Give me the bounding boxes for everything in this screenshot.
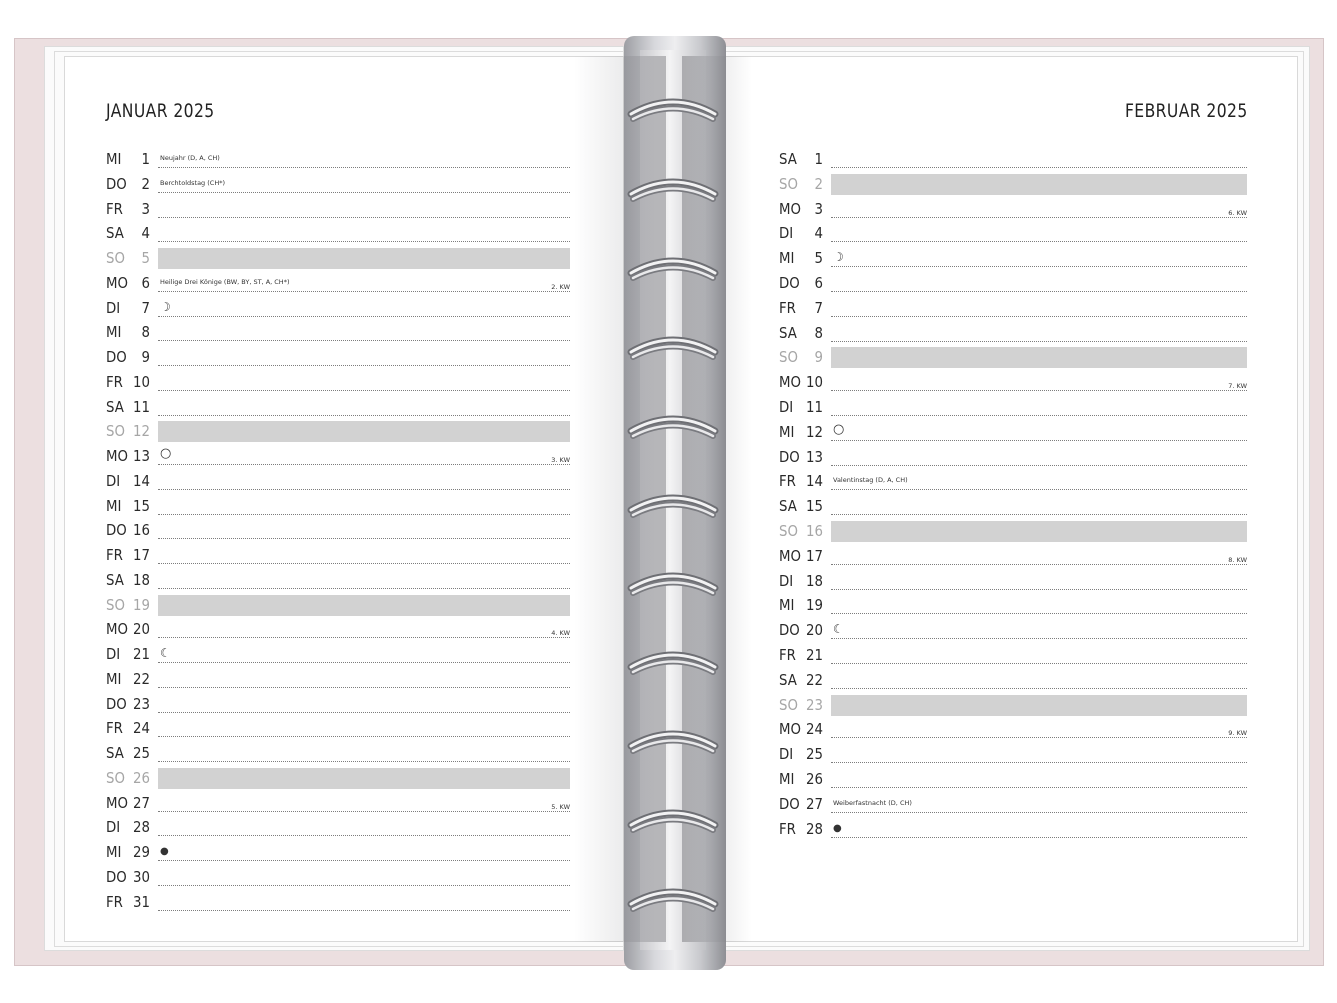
writing-line[interactable]: [831, 217, 1247, 218]
writing-line[interactable]: [831, 613, 1247, 614]
moon-phase-new-icon: ●: [833, 822, 842, 834]
day-row: [106, 398, 570, 423]
calendar-week-label: 6. KW: [1228, 208, 1247, 217]
weekday-label: MI: [106, 150, 122, 168]
writing-line[interactable]: [158, 835, 570, 836]
sunday-band: [831, 174, 1247, 195]
day-number: 29: [133, 843, 150, 861]
day-row: [106, 348, 570, 373]
weekday-label: FR: [106, 372, 123, 391]
weekday-label: MI: [106, 323, 122, 342]
day-number: 12: [133, 422, 150, 441]
spiral-ring: [627, 92, 719, 122]
weekday-label: DO: [779, 794, 800, 813]
weekday-label: FR: [779, 298, 796, 317]
weekday-label: SO: [779, 174, 798, 193]
day-number: 21: [133, 645, 150, 663]
weekday-label: DO: [779, 447, 800, 466]
day-row: [106, 521, 570, 546]
day-number: 17: [133, 546, 150, 564]
moon-phase-last-quarter-icon: ☾: [833, 622, 844, 637]
holiday-note: Heilige Drei Könige (BW, BY, ST, A, CH*): [160, 277, 290, 286]
weekday-label: SO: [779, 522, 798, 540]
day-row: [106, 670, 570, 695]
writing-line[interactable]: [158, 736, 570, 737]
day-row: [779, 224, 1247, 249]
weekday-label: FR: [779, 646, 796, 664]
day-row: [106, 224, 570, 249]
writing-line[interactable]: [158, 811, 570, 812]
day-number: 18: [133, 570, 150, 589]
writing-line[interactable]: [158, 885, 570, 886]
holiday-note: Neujahr (D, A, CH): [160, 154, 220, 162]
weekday-label: DI: [779, 398, 794, 416]
day-row: [779, 696, 1247, 721]
weekday-label: MO: [779, 546, 801, 565]
writing-line[interactable]: [831, 787, 1247, 788]
day-row: [779, 621, 1247, 646]
writing-line[interactable]: [158, 167, 570, 168]
day-row: [779, 200, 1247, 225]
day-row: [779, 249, 1247, 274]
day-number: 28: [806, 819, 823, 838]
spiral-ring: [627, 724, 719, 754]
weekday-label: SO: [779, 695, 798, 714]
day-number: 11: [133, 397, 150, 416]
day-number: 18: [806, 571, 823, 590]
day-number: 2: [814, 174, 823, 193]
day-number: 4: [141, 224, 150, 243]
day-row: [106, 645, 570, 670]
weekday-label: MO: [106, 273, 128, 292]
weekday-label: DO: [106, 867, 127, 886]
moon-phase-full-icon: ○: [833, 421, 845, 437]
weekday-label: DI: [779, 224, 794, 243]
weekday-label: DO: [106, 521, 127, 540]
day-number: 11: [806, 398, 823, 416]
writing-line[interactable]: [831, 241, 1247, 242]
day-number: 4: [814, 224, 823, 243]
month-title-february: FEBRUAR 2025: [1125, 100, 1248, 122]
calendar-week-label: 3. KW: [551, 456, 570, 464]
calendar-week-label: 8. KW: [1228, 555, 1247, 564]
writing-line[interactable]: [158, 910, 570, 911]
writing-line[interactable]: [158, 415, 570, 416]
day-number: 3: [141, 199, 150, 218]
spiral-ring: [627, 566, 719, 596]
day-row: [779, 820, 1247, 845]
day-number: 26: [133, 768, 150, 787]
weekday-label: MI: [106, 496, 122, 515]
day-row: [106, 620, 570, 645]
day-row: [106, 497, 570, 522]
day-row: [779, 596, 1247, 621]
day-row: [106, 695, 570, 720]
writing-line[interactable]: [831, 812, 1247, 813]
day-row: [106, 719, 570, 744]
day-number: 1: [814, 150, 823, 168]
weekday-label: FR: [106, 892, 123, 911]
weekday-label: FR: [106, 199, 123, 218]
weekday-label: DI: [106, 298, 121, 317]
weekday-label: SO: [106, 422, 125, 441]
writing-line[interactable]: [158, 365, 570, 366]
spiral-ring: [627, 882, 719, 912]
weekday-label: SA: [106, 744, 124, 762]
writing-line[interactable]: [158, 588, 570, 589]
day-number: 14: [806, 472, 823, 491]
writing-line[interactable]: [831, 266, 1247, 267]
day-row: [106, 893, 570, 918]
calendar-week-label: 9. KW: [1228, 729, 1247, 738]
day-number: 13: [133, 447, 150, 465]
day-number: 31: [133, 892, 150, 911]
writing-line[interactable]: [831, 589, 1247, 590]
spiral-ring: [627, 645, 719, 675]
day-number: 16: [133, 521, 150, 540]
day-row: [779, 720, 1247, 745]
weekday-label: DO: [106, 348, 127, 366]
day-row: [779, 175, 1247, 200]
day-row: [106, 794, 570, 819]
weekday-label: MO: [779, 720, 801, 739]
day-number: 7: [814, 298, 823, 317]
weekday-label: SO: [779, 348, 798, 367]
day-row: [779, 671, 1247, 696]
day-number: 28: [133, 818, 150, 837]
day-row: [106, 150, 570, 175]
day-number: 19: [133, 595, 150, 614]
day-row: [779, 373, 1247, 398]
day-row: [779, 150, 1247, 175]
writing-line[interactable]: [158, 761, 570, 762]
day-row: [106, 843, 570, 868]
day-number: 14: [133, 471, 150, 490]
weekday-label: SA: [779, 323, 797, 342]
weekday-label: SA: [106, 397, 124, 416]
day-number: 6: [814, 274, 823, 292]
writing-line[interactable]: [831, 837, 1247, 838]
writing-line[interactable]: [158, 291, 570, 292]
day-row: [779, 795, 1247, 820]
holiday-note: Valentinstag (D, A, CH): [833, 476, 908, 485]
calendar-week-label: 7. KW: [1228, 382, 1247, 391]
weekday-label: SO: [106, 249, 125, 267]
writing-line[interactable]: [158, 390, 570, 391]
writing-line[interactable]: [158, 489, 570, 490]
day-row: [106, 323, 570, 348]
weekday-label: FR: [106, 719, 123, 738]
day-row: [779, 348, 1247, 373]
sunday-band: [831, 347, 1247, 368]
writing-line[interactable]: [831, 316, 1247, 317]
spiral-ring: [627, 330, 719, 360]
day-number: 8: [814, 323, 823, 342]
day-number: 30: [133, 867, 150, 886]
day-number: 15: [806, 497, 823, 516]
day-number: 24: [133, 719, 150, 738]
writing-line[interactable]: [158, 687, 570, 688]
day-number: 12: [806, 422, 823, 441]
spiral-ring: [627, 251, 719, 281]
weekday-label: FR: [779, 819, 796, 838]
day-row: [779, 646, 1247, 671]
writing-line[interactable]: [158, 217, 570, 218]
day-number: 7: [141, 298, 150, 317]
day-row: [106, 447, 570, 472]
writing-line[interactable]: [831, 167, 1247, 168]
weekday-label: MI: [779, 249, 795, 268]
sunday-band: [158, 595, 570, 616]
writing-line[interactable]: [158, 464, 570, 465]
weekday-label: DO: [106, 174, 127, 193]
day-row: [106, 571, 570, 596]
day-number: 23: [133, 694, 150, 713]
weekday-label: DO: [106, 694, 127, 713]
weekday-label: FR: [106, 546, 123, 564]
weekday-label: DO: [779, 274, 800, 292]
moon-phase-new-icon: ●: [160, 846, 169, 857]
day-number: 23: [806, 695, 823, 714]
moon-phase-first-quarter-icon: ☽: [833, 250, 844, 265]
writing-line[interactable]: [158, 316, 570, 317]
day-row: [779, 398, 1247, 423]
writing-line[interactable]: [831, 465, 1247, 466]
day-row: [106, 818, 570, 843]
writing-line[interactable]: [158, 192, 570, 193]
day-number: 22: [133, 669, 150, 688]
weekday-label: MO: [106, 620, 128, 639]
weekday-label: DI: [106, 471, 121, 490]
day-row: [779, 274, 1247, 299]
writing-line[interactable]: [831, 341, 1247, 342]
day-number: 26: [806, 770, 823, 788]
day-number: 25: [806, 745, 823, 764]
weekday-label: MI: [779, 596, 795, 615]
weekday-label: MO: [106, 447, 128, 465]
day-number: 15: [133, 496, 150, 515]
day-number: 8: [141, 323, 150, 342]
day-row: [779, 770, 1247, 795]
day-row: [779, 448, 1247, 473]
weekday-label: SA: [779, 497, 797, 516]
writing-line[interactable]: [831, 737, 1247, 738]
holiday-note: Berchtoldstag (CH*): [160, 178, 225, 187]
writing-line[interactable]: [831, 688, 1247, 689]
sunday-band: [831, 521, 1247, 542]
writing-line[interactable]: [831, 440, 1247, 441]
writing-line[interactable]: [158, 563, 570, 564]
day-row: [106, 596, 570, 621]
day-number: 2: [141, 174, 150, 193]
day-row: [779, 423, 1247, 448]
day-number: 19: [806, 596, 823, 615]
weekday-label: FR: [779, 472, 796, 491]
writing-line[interactable]: [158, 514, 570, 515]
month-title-january: JANUAR 2025: [106, 100, 215, 122]
day-number: 20: [806, 621, 823, 640]
sunday-band: [158, 768, 570, 789]
calendar-week-label: 5. KW: [551, 802, 570, 811]
day-number: 27: [133, 793, 150, 812]
day-row: [106, 546, 570, 571]
writing-line[interactable]: [831, 415, 1247, 416]
weekday-label: MO: [779, 373, 801, 392]
day-number: 5: [814, 249, 823, 268]
day-number: 10: [133, 372, 150, 391]
weekday-label: MI: [779, 422, 795, 441]
day-number: 24: [806, 720, 823, 739]
day-row: [106, 373, 570, 398]
spiral-ring: [627, 409, 719, 439]
day-number: 13: [806, 447, 823, 466]
moon-phase-last-quarter-icon: ☾: [160, 646, 171, 660]
day-number: 16: [806, 522, 823, 540]
writing-line[interactable]: [831, 663, 1247, 664]
day-row: [106, 175, 570, 200]
writing-line[interactable]: [831, 291, 1247, 292]
writing-line[interactable]: [831, 514, 1247, 515]
day-row: [106, 274, 570, 299]
day-row: [779, 522, 1247, 547]
moon-phase-first-quarter-icon: ☽: [160, 299, 171, 314]
weekday-label: SA: [779, 150, 797, 168]
writing-line[interactable]: [831, 564, 1247, 565]
day-number: 25: [133, 744, 150, 762]
day-number: 21: [806, 646, 823, 664]
weekday-label: MO: [106, 793, 128, 812]
weekday-label: DI: [779, 571, 794, 590]
writing-line[interactable]: [831, 762, 1247, 763]
weekday-label: MI: [106, 669, 122, 688]
weekday-label: DO: [779, 621, 800, 640]
day-number: 20: [133, 620, 150, 639]
spiral-ring: [627, 172, 719, 202]
day-row: [106, 868, 570, 893]
day-row: [779, 324, 1247, 349]
writing-line[interactable]: [158, 241, 570, 242]
day-row: [779, 472, 1247, 497]
day-row: [106, 299, 570, 324]
day-row: [106, 769, 570, 794]
weekday-label: MO: [779, 199, 801, 218]
sunday-band: [831, 695, 1247, 716]
writing-line[interactable]: [158, 538, 570, 539]
weekday-label: DI: [106, 818, 121, 837]
writing-line[interactable]: [158, 340, 570, 341]
day-row: [106, 249, 570, 274]
day-number: 6: [141, 273, 150, 292]
sunday-band: [158, 421, 570, 442]
calendar-week-label: 2. KW: [551, 282, 570, 291]
weekday-label: DI: [779, 745, 794, 764]
day-number: 5: [141, 249, 150, 267]
day-row: [106, 422, 570, 447]
weekday-label: SA: [779, 670, 797, 689]
day-number: 17: [806, 546, 823, 565]
writing-line[interactable]: [831, 390, 1247, 391]
writing-line[interactable]: [831, 638, 1247, 639]
spiral-ring: [627, 803, 719, 833]
day-row: [106, 200, 570, 225]
writing-line[interactable]: [158, 712, 570, 713]
day-row: [779, 547, 1247, 572]
weekday-label: SA: [106, 224, 124, 243]
weekday-label: MI: [106, 843, 122, 861]
moon-phase-full-icon: ○: [160, 446, 172, 461]
day-number: 3: [814, 199, 823, 218]
day-number: 27: [806, 794, 823, 813]
weekday-label: SO: [106, 768, 125, 787]
writing-line[interactable]: [831, 489, 1247, 490]
day-row: [106, 744, 570, 769]
day-number: 10: [806, 373, 823, 392]
day-row: [106, 472, 570, 497]
writing-line[interactable]: [158, 637, 570, 638]
day-row: [779, 572, 1247, 597]
weekday-label: SA: [106, 570, 124, 589]
day-row: [779, 299, 1247, 324]
calendar-week-label: 4. KW: [551, 629, 570, 638]
weekday-label: MI: [779, 770, 795, 788]
weekday-label: SO: [106, 595, 125, 614]
weekday-label: DI: [106, 645, 121, 663]
spiral-ring: [627, 488, 719, 518]
day-number: 9: [141, 348, 150, 366]
day-number: 22: [806, 670, 823, 689]
sunday-band: [158, 248, 570, 269]
writing-line[interactable]: [158, 662, 570, 663]
writing-line[interactable]: [158, 860, 570, 861]
day-number: 9: [814, 348, 823, 367]
day-row: [779, 497, 1247, 522]
day-number: 1: [141, 150, 150, 168]
day-row: [779, 745, 1247, 770]
holiday-note: Weiberfastnacht (D, CH): [833, 798, 912, 807]
